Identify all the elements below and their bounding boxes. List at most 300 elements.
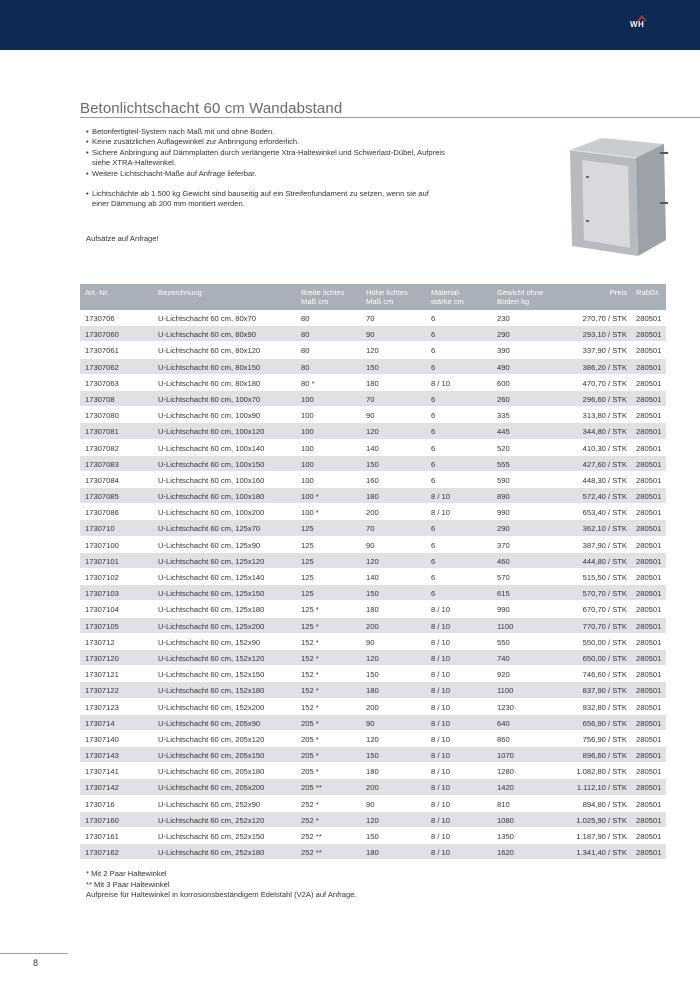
cell-rabgr: 280501 <box>636 411 662 421</box>
cell-hoehe: 90 <box>366 540 375 550</box>
cell-gewicht: 1230 <box>497 702 514 712</box>
cell-materialstaerke: 8 / 10 <box>431 783 450 793</box>
cell-hoehe: 180 <box>366 686 379 696</box>
cell-hoehe: 90 <box>366 330 375 340</box>
cell-gewicht: 600 <box>497 378 510 388</box>
cell-hoehe: 160 <box>366 475 379 485</box>
cell-breite: 152 * <box>301 653 319 663</box>
cell-bezeichnung: U-Lichtschacht 60 cm, 80x120 <box>158 346 261 356</box>
cell-preis: 894,80 / STK <box>582 799 627 809</box>
cell-rabgr: 280501 <box>636 605 662 615</box>
footnotes <box>86 869 357 901</box>
cell-materialstaerke: 8 / 10 <box>431 751 450 761</box>
cell-hoehe: 120 <box>366 734 379 744</box>
cell-materialstaerke: 6 <box>431 556 436 566</box>
table-row <box>80 407 666 423</box>
cell-bezeichnung: U-Lichtschacht 60 cm, 125x70 <box>158 524 261 534</box>
table-row <box>80 715 666 731</box>
table-row <box>80 666 666 682</box>
cell-breite: 252 * <box>301 799 319 809</box>
table-row <box>80 747 666 763</box>
cell-breite: 100 * <box>301 508 319 518</box>
cell-rabgr: 280501 <box>636 815 662 825</box>
cell-gewicht: 230 <box>497 314 510 323</box>
cell-gewicht: 335 <box>497 411 510 421</box>
cell-breite: 152 * <box>301 686 319 696</box>
cell-bezeichnung: U-Lichtschacht 60 cm, 205x150 <box>158 751 265 761</box>
cell-gewicht: 445 <box>497 427 510 437</box>
cell-rabgr: 280501 <box>636 702 662 712</box>
cell-bezeichnung: U-Lichtschacht 60 cm, 152x180 <box>158 686 265 696</box>
cell-hoehe: 180 <box>366 492 379 502</box>
table-row <box>80 812 666 828</box>
cell-hoehe: 200 <box>366 702 379 712</box>
table-row <box>80 359 666 375</box>
cell-rabgr: 280501 <box>636 524 662 534</box>
cell-rabgr: 280501 <box>636 783 662 793</box>
cell-gewicht: 920 <box>497 670 510 680</box>
cell-bezeichnung: U-Lichtschacht 60 cm, 125x200 <box>158 621 265 631</box>
cell-art-nr: 1730716 <box>85 799 115 809</box>
cell-rabgr: 280501 <box>636 394 662 404</box>
cell-preis: 1.341,40 / STK <box>576 848 627 858</box>
table-row <box>80 585 666 601</box>
col-rabgr: RabGr. <box>636 288 661 297</box>
attachments-note: Aufsätze auf Anfrage! <box>86 234 159 243</box>
cell-bezeichnung: U-Lichtschacht 60 cm, 252x90 <box>158 799 261 809</box>
cell-materialstaerke: 6 <box>431 427 436 437</box>
cell-materialstaerke: 6 <box>431 540 436 550</box>
cell-preis: 444,80 / STK <box>582 556 627 566</box>
cell-hoehe: 150 <box>366 459 379 469</box>
cell-materialstaerke: 8 / 10 <box>431 686 450 696</box>
table-row <box>80 537 666 553</box>
table-row <box>80 682 666 698</box>
cell-materialstaerke: 6 <box>431 475 436 485</box>
cell-materialstaerke: 6 <box>431 589 436 599</box>
cell-bezeichnung: U-Lichtschacht 60 cm, 125x90 <box>158 540 261 550</box>
cell-hoehe: 120 <box>366 346 379 356</box>
cell-materialstaerke: 8 / 10 <box>431 702 450 712</box>
cell-preis: 344,80 / STK <box>582 427 627 437</box>
cell-bezeichnung: U-Lichtschacht 60 cm, 100x140 <box>158 443 265 453</box>
price-table <box>80 284 666 860</box>
cell-materialstaerke: 8 / 10 <box>431 848 450 858</box>
cell-gewicht: 260 <box>497 394 510 404</box>
col-materialstaerke: Material- stärke cm <box>431 288 464 306</box>
feature-item: • Lichtschächte ab 1.500 kg Gewicht sind bauseitig auf ein Streifenfundament zu setzen, wenn sie auf einer Dämmung ab 200 mm montiert werden. <box>86 189 446 210</box>
cell-art-nr: 17307084 <box>85 475 119 485</box>
cell-preis: 386,20 / STK <box>582 362 627 372</box>
cell-preis: 1.187,90 / STK <box>576 832 627 841</box>
table-body <box>80 310 666 860</box>
cell-art-nr: 17307060 <box>85 330 119 340</box>
cell-breite: 100 <box>301 443 314 453</box>
cell-gewicht: 1070 <box>497 751 514 761</box>
cell-bezeichnung: U-Lichtschacht 60 cm, 100x180 <box>158 492 265 502</box>
cell-breite: 205 * <box>301 767 319 777</box>
cell-rabgr: 280501 <box>636 314 662 323</box>
cell-hoehe: 120 <box>366 556 379 566</box>
table-row <box>80 472 666 488</box>
cell-gewicht: 550 <box>497 637 510 647</box>
cell-rabgr: 280501 <box>636 540 662 550</box>
cell-hoehe: 150 <box>366 751 379 761</box>
cell-art-nr: 17307063 <box>85 378 119 388</box>
table-row <box>80 763 666 779</box>
table-row <box>80 828 666 844</box>
cell-art-nr: 17307162 <box>85 848 119 858</box>
table-row <box>80 779 666 795</box>
cell-hoehe: 70 <box>366 314 375 323</box>
header-band <box>0 0 700 50</box>
cell-breite: 152 * <box>301 702 319 712</box>
cell-rabgr: 280501 <box>636 848 662 858</box>
cell-preis: 756,90 / STK <box>582 734 627 744</box>
cell-preis: 270,70 / STK <box>582 314 627 323</box>
cell-preis: 427,60 / STK <box>582 459 627 469</box>
cell-gewicht: 1420 <box>497 783 514 793</box>
cell-bezeichnung: U-Lichtschacht 60 cm, 100x90 <box>158 411 261 421</box>
cell-preis: 515,50 / STK <box>582 573 627 582</box>
cell-bezeichnung: U-Lichtschacht 60 cm, 80x70 <box>158 314 256 323</box>
cell-breite: 80 * <box>301 378 315 388</box>
cell-art-nr: 1730708 <box>85 394 115 404</box>
cell-breite: 125 <box>301 556 314 566</box>
cell-materialstaerke: 6 <box>431 524 436 534</box>
cell-breite: 125 <box>301 589 314 599</box>
cell-gewicht: 1350 <box>497 832 514 841</box>
cell-materialstaerke: 8 / 10 <box>431 670 450 680</box>
cell-rabgr: 280501 <box>636 573 662 582</box>
cell-rabgr: 280501 <box>636 508 662 518</box>
cell-materialstaerke: 6 <box>431 459 436 469</box>
table-row <box>80 504 666 520</box>
cell-gewicht: 555 <box>497 459 510 469</box>
cell-bezeichnung: U-Lichtschacht 60 cm, 80x180 <box>158 378 261 388</box>
cell-rabgr: 280501 <box>636 378 662 388</box>
cell-gewicht: 290 <box>497 330 510 340</box>
col-bezeichnung: Bezeichnung <box>158 288 202 297</box>
col-art-nr: Art.-Nr. <box>85 288 110 297</box>
cell-art-nr: 1730706 <box>85 314 115 323</box>
cell-art-nr: 17307123 <box>85 702 119 712</box>
feature-item: • Keine zusätzlichen Auflagewinkel zur Anbringung erforderlich. <box>86 137 446 147</box>
cell-preis: 470,70 / STK <box>582 378 627 388</box>
cell-gewicht: 860 <box>497 734 510 744</box>
cell-materialstaerke: 6 <box>431 314 436 323</box>
cell-breite: 100 <box>301 411 314 421</box>
cell-bezeichnung: U-Lichtschacht 60 cm, 205x120 <box>158 734 265 744</box>
cell-art-nr: 1730714 <box>85 718 115 728</box>
cell-preis: 293,10 / STK <box>582 330 627 340</box>
cell-gewicht: 1280 <box>497 767 514 777</box>
cell-hoehe: 120 <box>366 815 379 825</box>
cell-preis: 932,80 / STK <box>582 702 627 712</box>
cell-rabgr: 280501 <box>636 556 662 566</box>
cell-preis: 410,30 / STK <box>582 443 627 453</box>
cell-materialstaerke: 8 / 10 <box>431 767 450 777</box>
cell-art-nr: 17307105 <box>85 621 119 631</box>
cell-materialstaerke: 8 / 10 <box>431 799 450 809</box>
cell-art-nr: 17307061 <box>85 346 119 356</box>
cell-hoehe: 200 <box>366 783 379 793</box>
cell-art-nr: 17307101 <box>85 556 119 566</box>
cell-hoehe: 120 <box>366 653 379 663</box>
cell-bezeichnung: U-Lichtschacht 60 cm, 152x120 <box>158 653 265 663</box>
cell-breite: 125 * <box>301 605 319 615</box>
brand-logo <box>630 16 660 36</box>
cell-bezeichnung: U-Lichtschacht 60 cm, 100x120 <box>158 427 265 437</box>
cell-rabgr: 280501 <box>636 346 662 356</box>
cell-breite: 205 * <box>301 751 319 761</box>
cell-gewicht: 990 <box>497 508 510 518</box>
cell-breite: 125 <box>301 540 314 550</box>
cell-preis: 770,70 / STK <box>582 621 627 631</box>
cell-rabgr: 280501 <box>636 670 662 680</box>
cell-rabgr: 280501 <box>636 475 662 485</box>
cell-materialstaerke: 6 <box>431 411 436 421</box>
cell-breite: 80 <box>301 362 310 372</box>
table-row <box>80 440 666 456</box>
cell-breite: 125 <box>301 524 314 534</box>
cell-rabgr: 280501 <box>636 443 662 453</box>
table-row <box>80 375 666 391</box>
cell-art-nr: 17307160 <box>85 815 119 825</box>
cell-preis: 896,60 / STK <box>582 751 627 761</box>
cell-breite: 125 * <box>301 621 319 631</box>
cell-materialstaerke: 8 / 10 <box>431 815 450 825</box>
cell-materialstaerke: 6 <box>431 362 436 372</box>
cell-hoehe: 90 <box>366 411 375 421</box>
table-row <box>80 618 666 634</box>
cell-preis: 296,60 / STK <box>582 394 627 404</box>
cell-art-nr: 17307080 <box>85 411 119 421</box>
table-row <box>80 699 666 715</box>
cell-rabgr: 280501 <box>636 330 662 340</box>
table-row <box>80 731 666 747</box>
cell-gewicht: 370 <box>497 540 510 550</box>
cell-preis: 550,00 / STK <box>582 637 627 647</box>
table-row <box>80 326 666 342</box>
cell-preis: 570,70 / STK <box>582 589 627 599</box>
cell-rabgr: 280501 <box>636 653 662 663</box>
feature-item: • Betonfertigteil-System nach Maß mit und ohne Boden. <box>86 127 446 137</box>
cell-gewicht: 810 <box>497 799 510 809</box>
cell-bezeichnung: U-Lichtschacht 60 cm, 125x140 <box>158 573 265 582</box>
cell-bezeichnung: U-Lichtschacht 60 cm, 252x150 <box>158 832 265 841</box>
cell-breite: 100 <box>301 475 314 485</box>
cell-hoehe: 180 <box>366 605 379 615</box>
cell-art-nr: 17307062 <box>85 362 119 372</box>
cell-art-nr: 17307081 <box>85 427 119 437</box>
footer-divider <box>0 953 68 954</box>
cell-rabgr: 280501 <box>636 362 662 372</box>
cell-rabgr: 280501 <box>636 621 662 631</box>
cell-materialstaerke: 8 / 10 <box>431 832 450 841</box>
cell-materialstaerke: 8 / 10 <box>431 637 450 647</box>
cell-preis: 1.025,90 / STK <box>576 815 627 825</box>
cell-art-nr: 17307086 <box>85 508 119 518</box>
cell-preis: 387,90 / STK <box>582 540 627 550</box>
cell-preis: 837,90 / STK <box>582 686 627 696</box>
table-row <box>80 423 666 439</box>
cell-rabgr: 280501 <box>636 734 662 744</box>
cell-preis: 746,60 / STK <box>582 670 627 680</box>
cell-bezeichnung: U-Lichtschacht 60 cm, 80x150 <box>158 362 261 372</box>
cell-bezeichnung: U-Lichtschacht 60 cm, 125x120 <box>158 556 265 566</box>
cell-rabgr: 280501 <box>636 492 662 502</box>
cell-breite: 252 * <box>301 815 319 825</box>
cell-preis: 313,80 / STK <box>582 411 627 421</box>
cell-preis: 337,90 / STK <box>582 346 627 356</box>
cell-rabgr: 280501 <box>636 427 662 437</box>
cell-gewicht: 1100 <box>497 621 514 631</box>
cell-art-nr: 17307122 <box>85 686 119 696</box>
cell-rabgr: 280501 <box>636 751 662 761</box>
cell-breite: 252 ** <box>301 848 322 858</box>
cell-hoehe: 70 <box>366 524 375 534</box>
cell-gewicht: 640 <box>497 718 510 728</box>
cell-gewicht: 290 <box>497 524 510 534</box>
cell-materialstaerke: 6 <box>431 394 436 404</box>
cell-materialstaerke: 8 / 10 <box>431 621 450 631</box>
cell-hoehe: 150 <box>366 832 379 841</box>
page-number: 8 <box>33 958 39 968</box>
cell-art-nr: 17307120 <box>85 653 119 663</box>
col-hoehe: Höhe lichtes Maß cm <box>366 288 408 306</box>
cell-bezeichnung: U-Lichtschacht 60 cm, 100x200 <box>158 508 265 518</box>
cell-art-nr: 17307142 <box>85 783 119 793</box>
cell-hoehe: 140 <box>366 443 379 453</box>
cell-materialstaerke: 6 <box>431 573 436 582</box>
cell-gewicht: 1100 <box>497 686 514 696</box>
cell-materialstaerke: 8 / 10 <box>431 653 450 663</box>
cell-gewicht: 570 <box>497 573 510 582</box>
cell-gewicht: 740 <box>497 653 510 663</box>
cell-hoehe: 150 <box>366 589 379 599</box>
cell-bezeichnung: U-Lichtschacht 60 cm, 152x90 <box>158 637 261 647</box>
cell-gewicht: 615 <box>497 589 510 599</box>
cell-bezeichnung: U-Lichtschacht 60 cm, 205x90 <box>158 718 261 728</box>
table-row <box>80 650 666 666</box>
cell-gewicht: 490 <box>497 362 510 372</box>
table-row <box>80 456 666 472</box>
cell-art-nr: 17307085 <box>85 492 119 502</box>
cell-materialstaerke: 6 <box>431 346 436 356</box>
cell-breite: 100 * <box>301 492 319 502</box>
cell-gewicht: 520 <box>497 443 510 453</box>
cell-materialstaerke: 6 <box>431 330 436 340</box>
cell-preis: 670,70 / STK <box>582 605 627 615</box>
cell-hoehe: 150 <box>366 362 379 372</box>
cell-breite: 80 <box>301 346 310 356</box>
cell-art-nr: 17307103 <box>85 589 119 599</box>
col-breite: Breite lichtes Maß cm <box>301 288 345 306</box>
cell-materialstaerke: 8 / 10 <box>431 492 450 502</box>
cell-gewicht: 590 <box>497 475 510 485</box>
cell-breite: 205 * <box>301 718 319 728</box>
cell-rabgr: 280501 <box>636 767 662 777</box>
cell-preis: 448,30 / STK <box>582 475 627 485</box>
cell-art-nr: 17307082 <box>85 443 119 453</box>
cell-rabgr: 280501 <box>636 589 662 599</box>
cell-hoehe: 180 <box>366 848 379 858</box>
table-row <box>80 796 666 812</box>
logo-text: WH <box>630 20 645 29</box>
cell-hoehe: 200 <box>366 508 379 518</box>
cell-art-nr: 17307104 <box>85 605 119 615</box>
table-row <box>80 553 666 569</box>
cell-hoehe: 90 <box>366 637 375 647</box>
col-gewicht: Gewicht ohne Boden kg <box>497 288 544 306</box>
cell-bezeichnung: U-Lichtschacht 60 cm, 100x70 <box>158 394 261 404</box>
cell-breite: 80 <box>301 330 310 340</box>
page-title: Betonlichtschacht 60 cm Wandabstand <box>80 100 343 117</box>
cell-art-nr: 17307140 <box>85 734 119 744</box>
cell-materialstaerke: 8 / 10 <box>431 718 450 728</box>
cell-breite: 100 <box>301 427 314 437</box>
cell-art-nr: 17307141 <box>85 767 119 777</box>
cell-bezeichnung: U-Lichtschacht 60 cm, 152x150 <box>158 670 265 680</box>
table-row <box>80 488 666 504</box>
cell-rabgr: 280501 <box>636 799 662 809</box>
cell-art-nr: 1730710 <box>85 524 115 534</box>
cell-hoehe: 70 <box>366 394 375 404</box>
cell-art-nr: 17307100 <box>85 540 119 550</box>
cell-breite: 152 * <box>301 637 319 647</box>
feature-item: • Sichere Anbringung auf Dämmplatten durch verlängerte Xtra-Haltewinkel und Schwerlast-Dübel, Aufpreis siehe XTRA-Haltewinkel. <box>86 148 446 169</box>
cell-materialstaerke: 6 <box>431 443 436 453</box>
cell-rabgr: 280501 <box>636 718 662 728</box>
table-row <box>80 310 666 326</box>
cell-breite: 152 * <box>301 670 319 680</box>
feature-item: • Weitere Lichtschacht-Maße auf Anfrage lieferbar. <box>86 169 446 179</box>
cell-hoehe: 150 <box>366 670 379 680</box>
cell-hoehe: 180 <box>366 378 379 388</box>
cell-rabgr: 280501 <box>636 832 662 841</box>
cell-preis: 1.082,80 / STK <box>576 767 627 777</box>
cell-materialstaerke: 8 / 10 <box>431 508 450 518</box>
cell-bezeichnung: U-Lichtschacht 60 cm, 125x150 <box>158 589 265 599</box>
cell-preis: 362,10 / STK <box>582 524 627 534</box>
cell-breite: 205 * <box>301 734 319 744</box>
table-row <box>80 342 666 358</box>
feature-list <box>86 127 446 210</box>
table-header <box>80 284 666 310</box>
table-row <box>80 391 666 407</box>
table-row <box>80 601 666 617</box>
cell-gewicht: 1620 <box>497 848 514 858</box>
cell-preis: 653,40 / STK <box>582 508 627 518</box>
cell-art-nr: 17307083 <box>85 459 119 469</box>
cell-art-nr: 17307121 <box>85 670 119 680</box>
cell-breite: 205 ** <box>301 783 322 793</box>
cell-hoehe: 90 <box>366 799 375 809</box>
cell-bezeichnung: U-Lichtschacht 60 cm, 252x120 <box>158 815 265 825</box>
footnote: * Mit 2 Paar Haltewinkel <box>86 869 167 878</box>
cell-hoehe: 200 <box>366 621 379 631</box>
cell-bezeichnung: U-Lichtschacht 60 cm, 125x180 <box>158 605 265 615</box>
cell-gewicht: 1080 <box>497 815 514 825</box>
cell-gewicht: 890 <box>497 492 510 502</box>
table-row <box>80 634 666 650</box>
cell-gewicht: 990 <box>497 605 510 615</box>
cell-bezeichnung: U-Lichtschacht 60 cm, 152x200 <box>158 702 265 712</box>
cell-art-nr: 17307102 <box>85 573 119 582</box>
footnote: Aufpreise für Haltewinkel in korrosionsbeständigem Edelstahl (V2A) auf Anfrage. <box>86 890 357 900</box>
cell-breite: 252 ** <box>301 832 322 841</box>
